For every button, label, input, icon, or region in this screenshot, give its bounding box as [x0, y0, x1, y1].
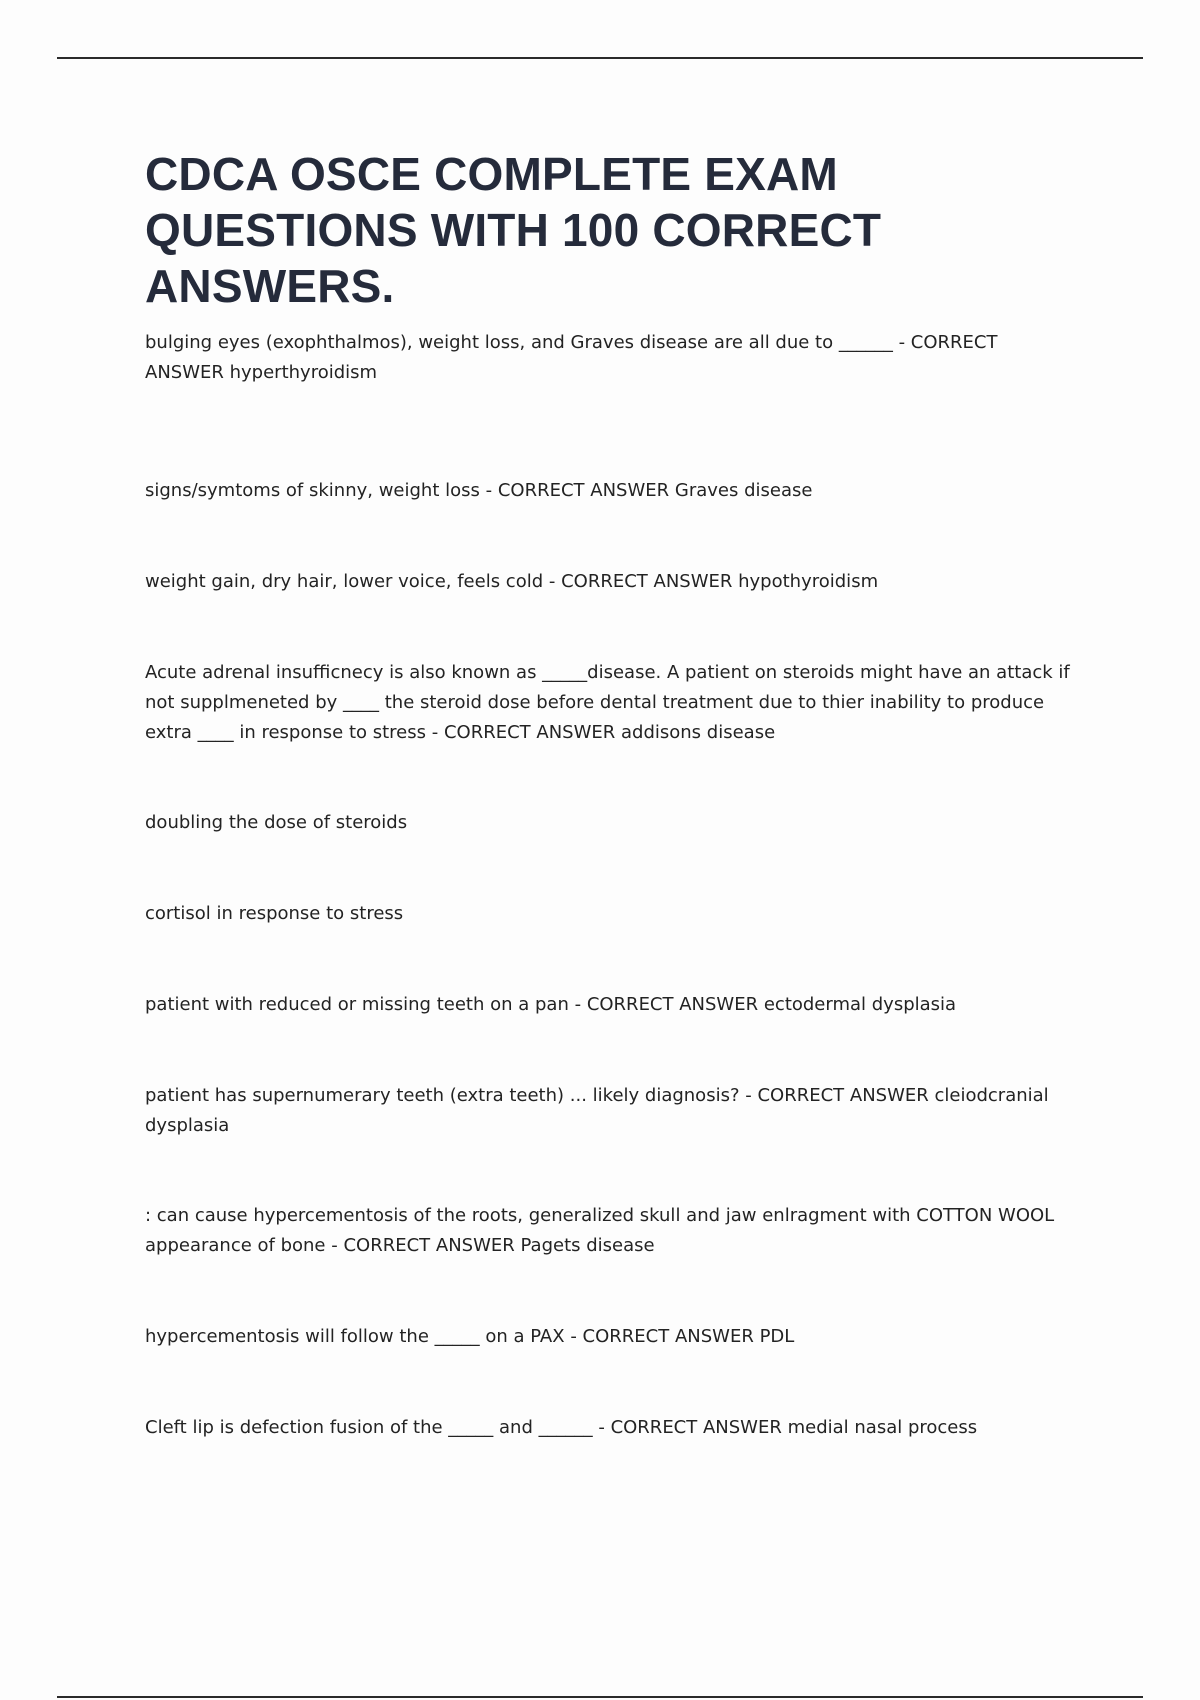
question-text: signs/symtoms of skinny, weight loss [145, 480, 480, 501]
qa-item-3: weight gain, dry hair, lower voice, feels cold - CORRECT ANSWER hypothyroidism [145, 571, 879, 592]
qa-item-8: patient has supernumerary teeth (extra teeth) ... likely diagnosis? - CORRECT ANSWER cleiodcranial dysplasia [145, 1085, 1049, 1136]
answer-text: Pagets disease [520, 1235, 655, 1256]
qa-item-1: bulging eyes (exophthalmos), weight loss, and Graves disease are all due to ______ - CORRECT ANSWER hyperthyroidism [145, 332, 998, 383]
qa-item-5: doubling the dose of steroids [145, 812, 408, 833]
answer-text: medial nasal process [787, 1417, 978, 1438]
answer-text: hypothyroidism [738, 571, 879, 592]
answer-marker: CORRECT ANSWER [145, 332, 998, 383]
question-text: patient has supernumerary teeth (extra teeth) ... likely diagnosis? [145, 1085, 740, 1106]
document-title: CDCA OSCE COMPLETE EXAM QUESTIONS WITH 100 CORRECT ANSWERS. [145, 148, 882, 312]
answer-marker: CORRECT ANSWER [582, 1326, 754, 1347]
qa-item-6: cortisol in response to stress [145, 903, 404, 924]
question-text: : can cause hypercementosis of the roots, generalized skull and jaw enlragment with COTTON WOOL appearance of bone [145, 1205, 1055, 1256]
answer-text: Graves disease [674, 480, 813, 501]
answer-marker: CORRECT ANSWER [757, 1085, 929, 1106]
question-text: bulging eyes (exophthalmos), weight loss, and Graves disease are all due to ______ [145, 332, 893, 353]
qa-item-2: signs/symtoms of skinny, weight loss - CORRECT ANSWER Graves disease [145, 480, 813, 501]
qa-item-4: Acute adrenal insufficnecy is also known as _____disease. A patient on steroids might have an attack if not supplmeneted by ____ the steroid dose before dental treatment due to thier inability to produce extra ____ in response to stress - CORRECT ANSWER addisons disease [145, 662, 1070, 743]
qa-item-9: : can cause hypercementosis of the roots, generalized skull and jaw enlragment with COTTON WOOL appearance of bone - CORRECT ANSWER Pagets disease [145, 1205, 1055, 1256]
qa-item-10: hypercementosis will follow the _____ on a PAX - CORRECT ANSWER PDL [145, 1326, 795, 1347]
question-text: patient with reduced or missing teeth on a pan [145, 994, 569, 1015]
footer-rule [57, 1696, 1143, 1698]
header-rule [57, 57, 1143, 59]
answer-marker: CORRECT ANSWER [343, 1235, 515, 1256]
question-text: Acute adrenal insufficnecy is also known as _____disease. A patient on steroids might have an attack if not supplmeneted by ____ the steroid dose before dental treatment due to thier inability to produce extra ____ in response to stress [145, 662, 1070, 743]
question-text: Cleft lip is defection fusion of the _____ and ______ [145, 1417, 593, 1438]
answer-marker: CORRECT ANSWER [497, 480, 670, 501]
qa-item-11: Cleft lip is defection fusion of the _____ and ______ - CORRECT ANSWER medial nasal process [145, 1417, 978, 1438]
answer-marker: CORRECT ANSWER [561, 571, 733, 592]
answer-text: cleiodcranial dysplasia [145, 1085, 1049, 1136]
qa-item-7: patient with reduced or missing teeth on a pan - CORRECT ANSWER ectodermal dysplasia [145, 994, 957, 1015]
answer-text: ectodermal dysplasia [763, 994, 957, 1015]
answer-text: hyperthyroidism [229, 362, 378, 383]
answer-marker: CORRECT ANSWER [586, 994, 759, 1015]
answer-marker: CORRECT ANSWER [610, 1417, 782, 1438]
answer-text: addisons disease [621, 722, 776, 743]
answer-text: PDL [759, 1326, 795, 1347]
question-text: weight gain, dry hair, lower voice, feels cold [145, 571, 544, 592]
question-text: hypercementosis will follow the _____ on a PAX [145, 1326, 565, 1347]
answer-marker: CORRECT ANSWER [443, 722, 616, 743]
